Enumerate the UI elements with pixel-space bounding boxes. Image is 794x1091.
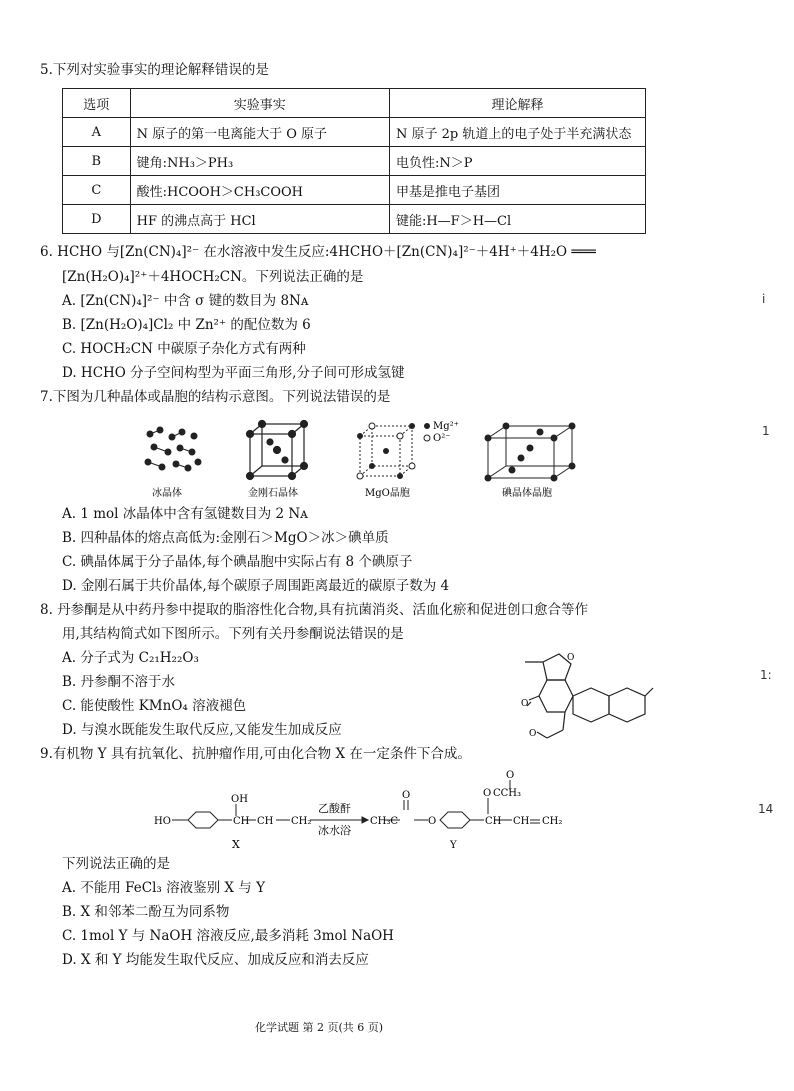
q5-table (62, 88, 646, 234)
reaction-scheme (150, 770, 570, 852)
label-mgo: MgO晶胞 (365, 488, 410, 499)
q9-option-a: A. 不能用 FeCl₃ 溶液鉴别 X 与 Y (62, 880, 265, 896)
table-cell: 键能:H—F＞H—Cl (389, 205, 645, 234)
legend-o: O²⁻ (433, 433, 451, 444)
table-cell: N 原子 2p 轨道上的电子处于半充满状态 (389, 118, 645, 147)
svg-text:CH₂: CH₂ (542, 816, 563, 827)
margin-mark: 14 (758, 802, 774, 816)
q9-option-b: B. X 和邻苯二酚互为同系物 (62, 904, 230, 920)
q7-option-d: D. 金刚石属于共价晶体,每个碳原子周围距离最近的碳原子数为 4 (62, 578, 450, 594)
margin-mark: i (762, 292, 766, 306)
iodine-cell-image (485, 423, 575, 481)
svg-text:O: O (483, 788, 492, 799)
q7-stem: 7.下图为几种晶体或晶胞的结构示意图。下列说法错误的是 (40, 389, 391, 405)
page-footer: 化学试题 第 2 页(共 6 页) (255, 1021, 384, 1034)
table-header-row (63, 89, 646, 118)
q9-option-c: C. 1mol Y 与 NaOH 溶液反应,最多消耗 3mol NaOH (62, 928, 394, 944)
table-row (63, 147, 646, 176)
label-diamond: 金刚石晶体 (248, 488, 298, 499)
margin-mark: 1 (762, 424, 770, 438)
svg-text:O: O (567, 653, 575, 663)
table-cell: N 原子的第一电离能大于 O 原子 (130, 118, 389, 147)
table-cell: A (63, 118, 131, 147)
svg-text:CH: CH (513, 816, 530, 827)
table-row (63, 176, 646, 205)
q8-option-c: C. 能使酸性 KMnO₄ 溶液褪色 (62, 698, 247, 714)
svg-text:CH: CH (257, 816, 274, 827)
table-cell: D (63, 205, 131, 234)
margin-mark: 1: (760, 668, 772, 682)
crystal-figure (120, 412, 590, 502)
label-y: Y (450, 840, 457, 851)
q8-option-a: A. 分子式为 C₂₁H₂₂O₃ (62, 650, 199, 666)
svg-text:CCH₃: CCH₃ (493, 788, 522, 799)
svg-text:O: O (521, 699, 529, 709)
svg-text:O: O (428, 816, 437, 827)
svg-text:CH₂: CH₂ (291, 816, 312, 827)
svg-text:HO: HO (154, 816, 171, 827)
q6-stem-line2: [Zn(H₂O)₄]²⁺＋4HOCH₂CN。下列说法正确的是 (62, 269, 364, 285)
label-ice: 冰晶体 (152, 488, 182, 499)
svg-text:O: O (529, 729, 537, 739)
q8-option-b: B. 丹参酮不溶于水 (62, 674, 176, 690)
ice-crystal-image (145, 427, 201, 471)
q8-option-d: D. 与溴水既能发生取代反应,又能发生加成反应 (62, 722, 342, 738)
svg-text:CH₃C: CH₃C (370, 816, 399, 827)
q6-option-d: D. HCHO 分子空间构型为平面三角形,分子间可形成氢键 (62, 365, 405, 381)
table-cell: 键角:NH₃＞PH₃ (130, 147, 389, 176)
table-cell: B (63, 147, 131, 176)
header-option: 选项 (63, 89, 131, 118)
q5-stem: 5.下列对实验事实的理论解释错误的是 (40, 62, 269, 78)
reagent-top: 乙酸酐 (318, 802, 351, 815)
q6-stem-line1: 6. HCHO 与[Zn(CN)₄]²⁻ 在水溶液中发生反应:4HCHO＋[Zn(CN)₄]²⁻＋4H⁺＋4H₂O ═══ (40, 244, 596, 260)
header-fact: 实验事实 (130, 89, 389, 118)
table-cell: 酸性:HCOOH＞CH₃COOH (130, 176, 389, 205)
table-row (63, 118, 646, 147)
svg-text:CH: CH (485, 816, 502, 827)
q9-sub-stem: 下列说法正确的是 (62, 856, 170, 872)
q7-option-c: C. 碘晶体属于分子晶体,每个碘晶胞中实际占有 8 个碘原子 (62, 554, 413, 570)
benzene-ring-y (440, 812, 470, 828)
table-cell: C (63, 176, 131, 205)
diamond-crystal-image (247, 421, 308, 480)
q6-option-a: A. [Zn(CN)₄]²⁻ 中含 σ 键的数目为 8Nᴀ (62, 293, 309, 309)
mgo-cell-image (357, 423, 415, 479)
q6-option-b: B. [Zn(H₂O)₄]Cl₂ 中 Zn²⁺ 的配位数为 6 (62, 317, 311, 333)
table-row (63, 205, 646, 234)
q9-stem: 9.有机物 Y 具有抗氧化、抗肿瘤作用,可由化合物 X 在一定条件下合成。 (40, 746, 471, 762)
legend-mg: Mg²⁺ (433, 421, 459, 432)
svg-text:O: O (402, 790, 411, 801)
q8-stem-line2: 用,其结构简式如下图所示。下列有关丹参酮说法错误的是 (62, 626, 404, 642)
q6-option-c: C. HOCH₂CN 中碳原子杂化方式有两种 (62, 341, 306, 357)
svg-text:OH: OH (231, 794, 248, 805)
q9-option-d: D. X 和 Y 均能发生取代反应、加成反应和消去反应 (62, 952, 369, 968)
table-cell: 电负性:N＞P (389, 147, 645, 176)
table-cell: 甲基是推电子基团 (389, 176, 645, 205)
q7-option-b: B. 四种晶体的熔点高低为:金刚石＞MgO＞冰＞碘单质 (62, 530, 389, 546)
benzene-ring-x (188, 812, 218, 828)
label-x: X (232, 838, 240, 851)
label-iodine: 碘晶体晶胞 (502, 488, 552, 499)
q8-stem-line1: 8. 丹参酮是从中药丹参中提取的脂溶性化合物,具有抗菌消炎、活血化瘀和促进创口愈合等作 (40, 602, 588, 618)
svg-text:O: O (506, 770, 515, 781)
table-cell: HF 的沸点高于 HCl (130, 205, 389, 234)
svg-text:CH: CH (233, 816, 250, 827)
mgo-legend (424, 421, 459, 444)
reagent-bottom: 冰水浴 (318, 824, 351, 837)
tanshinone-structure (515, 640, 655, 745)
header-theory: 理论解释 (389, 89, 645, 118)
q7-option-a: A. 1 mol 冰晶体中含有氢键数目为 2 Nᴀ (62, 506, 308, 522)
